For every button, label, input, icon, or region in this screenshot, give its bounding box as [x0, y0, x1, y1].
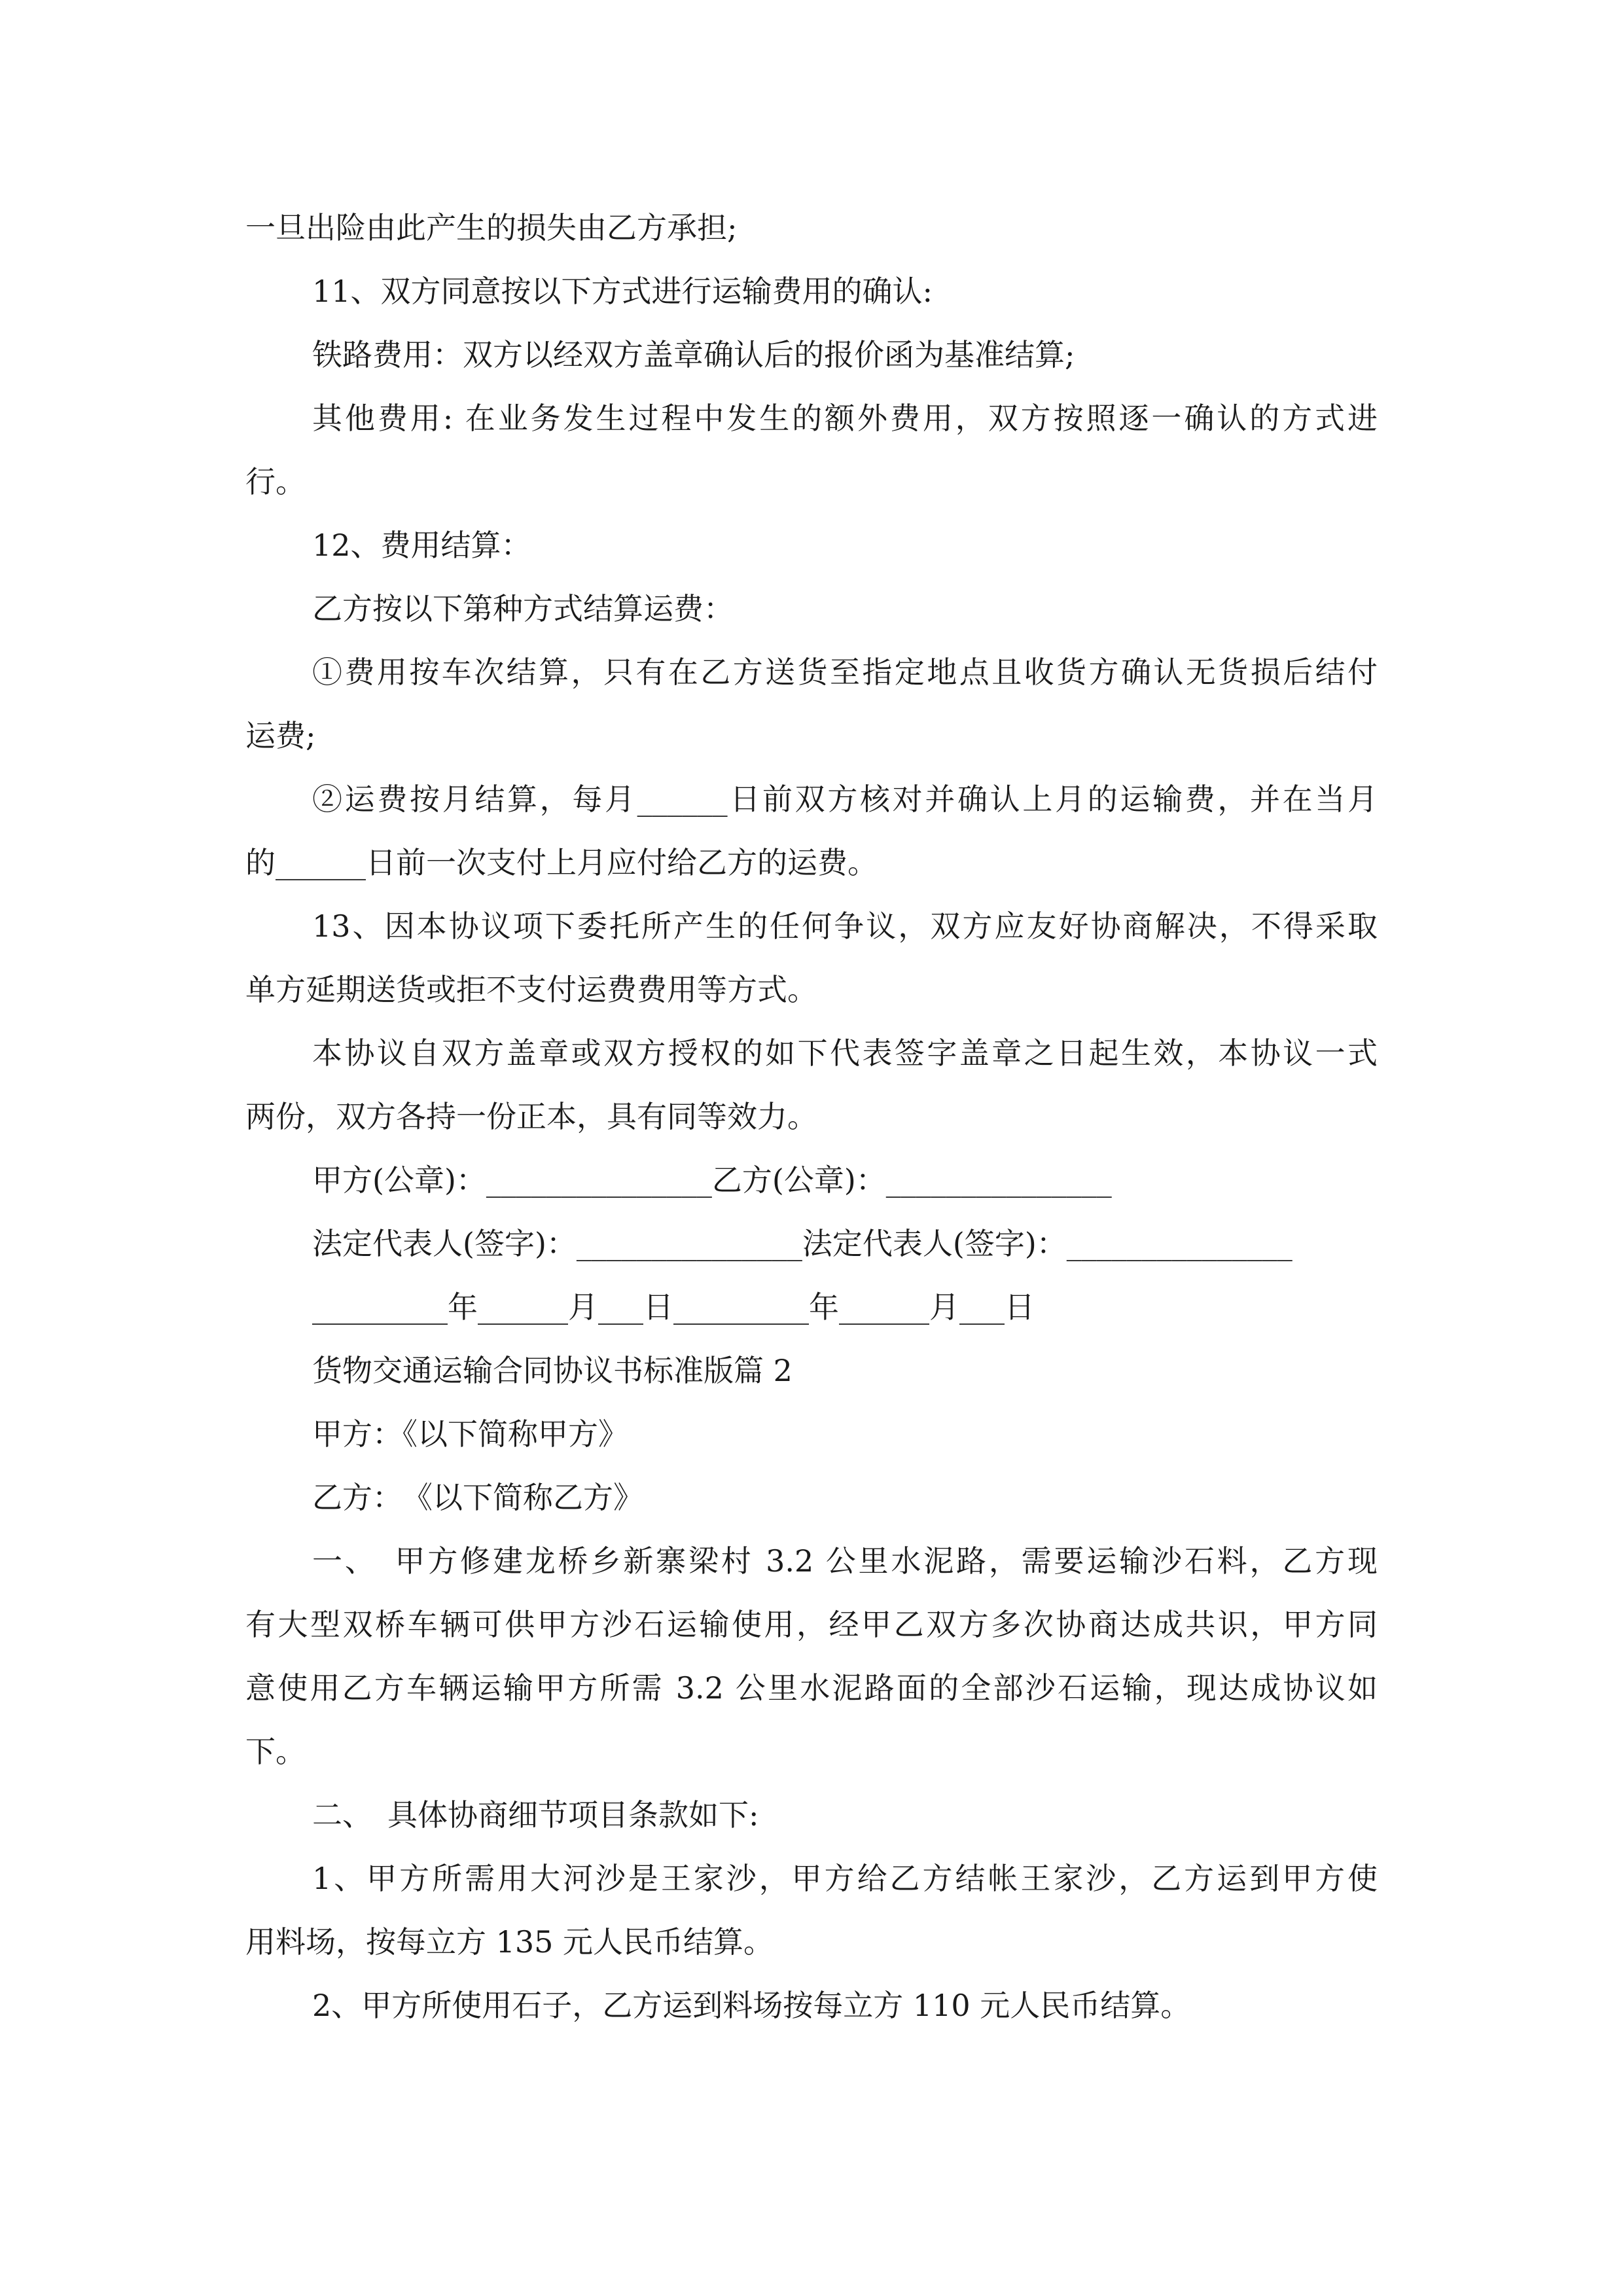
text-line: 二、 具体协商细节项目条款如下:: [312, 1797, 759, 1833]
text-line: 一旦出险由此产生的损失由乙方承担;: [245, 210, 738, 245]
text-line: 乙方： 《以下简称乙方》: [312, 1480, 643, 1515]
text-line: _________年______月___日_________年______月___日: [312, 1289, 1035, 1325]
text-line: ①费用按车次结算，只有在乙方送货至指定地点且收货方确认无货损后结付: [312, 655, 1378, 690]
text-line: 单方延期送货或拒不支付运费费用等方式。: [245, 972, 817, 1007]
text-line: 法定代表人(签字)：_______________法定代表人(签字)：_______________: [312, 1226, 1293, 1261]
text-line: 13、因本协议项下委托所产生的任何争议，双方应友好协商解决，不得采取: [312, 908, 1378, 944]
text-line: 意使用乙方车辆运输甲方所需 3.2 公里水泥路面的全部沙石运输，现达成协议如: [245, 1670, 1378, 1706]
text-line: 1、甲方所需用大河沙是王家沙，甲方给乙方结帐王家沙，乙方运到甲方使: [312, 1861, 1378, 1896]
text-line: 甲方：《以下简称甲方》: [312, 1416, 628, 1452]
text-line: 其他费用: 在业务发生过程中发生的额外费用，双方按照逐一确认的方式进: [312, 401, 1378, 436]
text-line: 甲方(公章)：_______________乙方(公章)：_______________: [312, 1162, 1112, 1198]
text-line: 2、甲方所使用石子，乙方运到料场按每立方 110 元人民币结算。: [312, 1988, 1191, 2023]
text-line: 两份，双方各持一份正本，具有同等效力。: [245, 1099, 817, 1134]
text-line: 一、 甲方修建龙桥乡新寨梁村 3.2 公里水泥路，需要运输沙石料，乙方现: [312, 1543, 1378, 1579]
text-line: 的______日前一次支付上月应付给乙方的运费。: [245, 845, 878, 880]
text-line: 下。: [245, 1734, 306, 1769]
text-line: 有大型双桥车辆可供甲方沙石运输使用，经甲乙双方多次协商达成共识，甲方同: [245, 1607, 1378, 1642]
text-line: 货物交通运输合同协议书标准版篇 2: [312, 1353, 793, 1388]
text-line: 行。: [245, 464, 306, 499]
text-line: 本协议自双方盖章或双方授权的如下代表签字盖章之日起生效，本协议一式: [312, 1035, 1378, 1071]
text-line: 运费;: [245, 718, 316, 753]
text-line: 11、双方同意按以下方式进行运输费用的确认:: [312, 274, 933, 309]
document-body: [245, 196, 1378, 2037]
text-line: ②运费按月结算，每月______日前双方核对并确认上月的运输费，并在当月: [312, 781, 1378, 817]
text-line: 乙方按以下第种方式结算运费：: [312, 591, 734, 626]
text-line: 用料场，按每立方 135 元人民币结算。: [245, 1924, 774, 1960]
text-line: 铁路费用：双方以经双方盖章确认后的报价函为基准结算;: [312, 337, 1075, 372]
text-line: 12、费用结算：: [312, 528, 531, 563]
